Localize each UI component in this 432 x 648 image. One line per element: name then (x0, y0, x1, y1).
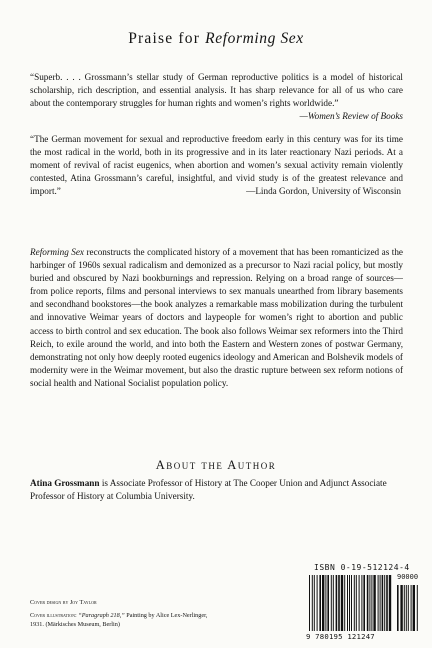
isbn-number: ISBN 0-19-512124-4 (314, 563, 410, 572)
illustration-details: Painting by Alice Lex-Nerlinger, 1931. (Märkisches Museum, Berlin) (30, 612, 208, 628)
barcode-graphic (306, 575, 418, 633)
review-quote-1 (30, 71, 403, 123)
praise-heading-prefix: Praise for (128, 30, 201, 47)
cover-illustration-credit (30, 612, 220, 629)
quote-attribution: —Women’s Review of Books (299, 111, 403, 122)
praise-heading-title: Reforming Sex (205, 30, 304, 47)
about-author-heading: About the Author (155, 458, 277, 472)
book-description (30, 246, 403, 390)
price-code: 90000 (397, 573, 419, 581)
illustration-label: Cover illustration: (30, 612, 77, 620)
author-bio (30, 477, 403, 503)
praise-heading (0, 30, 432, 48)
quote-text: “The German movement for sexual and reproductive freedom early in this century was for its time the most radical in the world, both in its progressive and in its later reactionary Nazi periods. At a moment of revival of racist eugenics, when abortion and women’s sexual activity remain violently contested, Atina Grossmann’s careful, insightful, and vivid study is of the greatest relevance and import.” (30, 134, 403, 197)
quote-attribution: —Linda Gordon, University of Wisconsin (246, 186, 401, 197)
author-name: Atina Grossmann (30, 478, 100, 488)
author-bio-text: is Associate Professor of History at The Cooper Union and Adjunct Associate Professor of History at Columbia University. (30, 478, 387, 502)
barcode-digits: 9 780195 121247 (306, 632, 375, 641)
quote-text: “Superb. . . . Grossmann’s stellar study of German reproductive politics is a model of historical scholarship, rich description, and essential analysis. It has sharp relevance for all of us who care about the contemporary struggles for human rights and women’s rights worldwide.” (30, 72, 403, 109)
illustration-title: “Paragraph 218,” (78, 612, 125, 620)
cover-design-credit: Cover design by Joy Taylor (30, 599, 97, 606)
description-title: Reforming Sex (30, 247, 85, 257)
description-text: reconstructs the complicated history of a movement that has been romanticized as the harbinger of 1960s sexual radicalism and demonized as a precursor to Nazi racial policy, but mostly buried and obscured by Nazi bookburnings and repression. Relying on a broad range of sources—from police reports, films and personal interviews to sex manuals unearthed from library basements and secondhand bookstores—the book analyzes a remarkable mass mobilization during the turbulent and innovative Weimar years of doctors and laypeople for women’s right to abortion and public access to birth control and sex education. The book also follows Weimar sex reformers into the Third Reich, to exile around the world, and into both the Eastern and Western zones of postwar Germany, demonstrating not only how deeply rooted eugenics ideology and American and Bolshevik models of modernity were in the Weimar movement, but also the drastic rupture between sex reform notions of social health and National Socialist population policy. (30, 247, 403, 388)
cover-credits (30, 599, 220, 634)
review-quote-2 (30, 133, 403, 198)
isbn-barcode-block (306, 563, 418, 643)
